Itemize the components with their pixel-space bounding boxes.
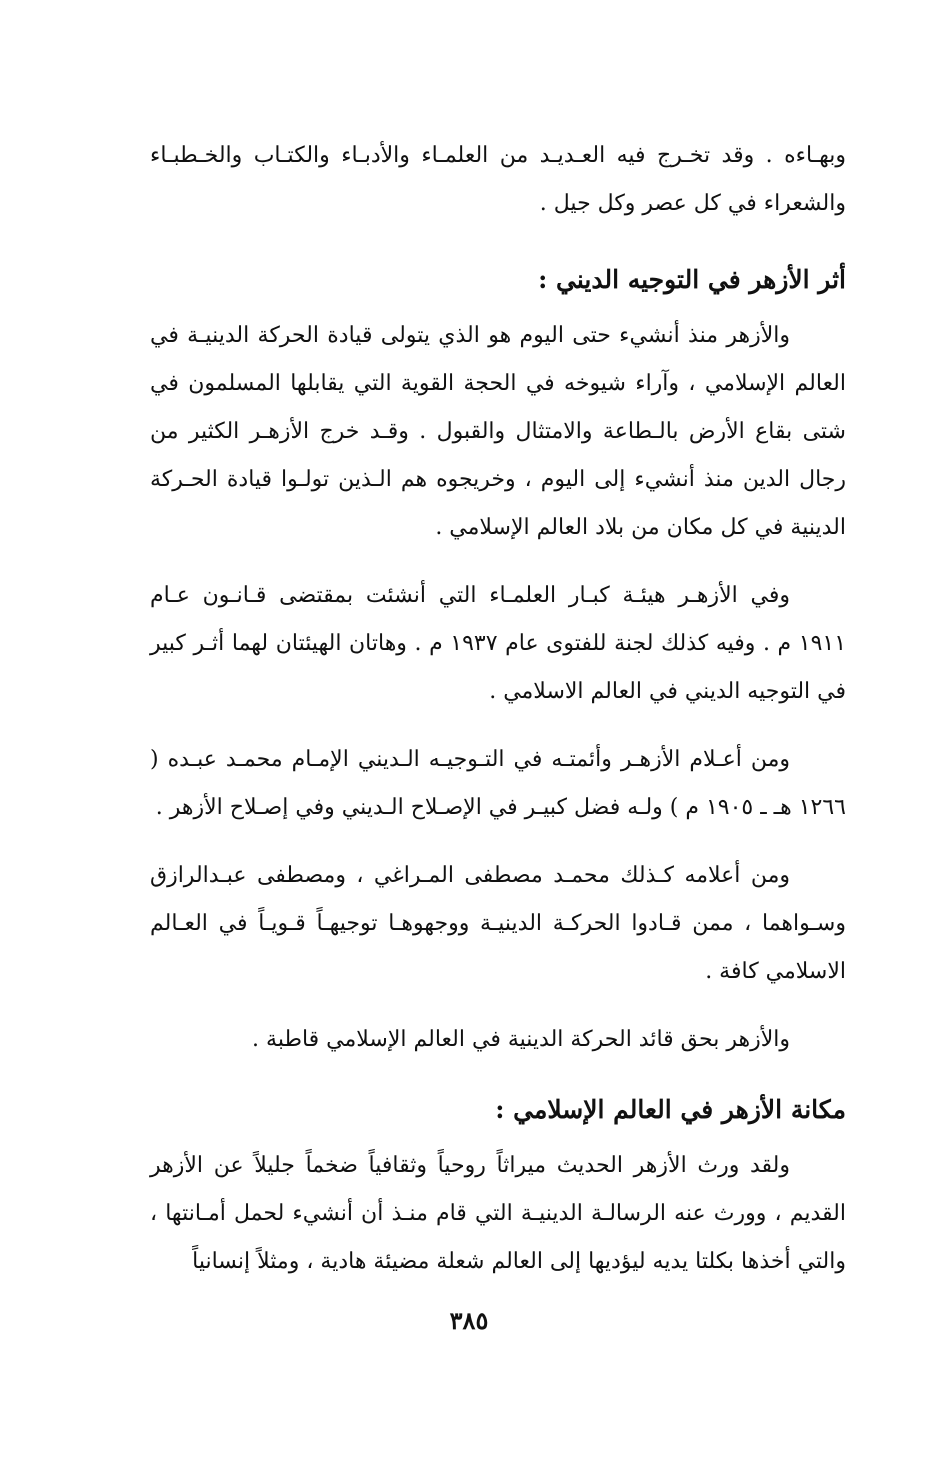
intro-paragraph: وبهـاءه . وقد تخـرج فيه العـديـد من العلمـاء والأدبـاء والكتـاب والخـطبـاء والشعراء في كل عصر وكل جيل . [150, 143, 846, 216]
spacer [150, 832, 846, 852]
spacer [150, 552, 846, 572]
page-body [150, 132, 846, 1286]
section1-paragraph-1: والأزهر منذ أنشيء حتى اليوم هو الذي يتولى قيادة الحركة الدينيـة في العالم الإسلامي ، وآراء شيوخه في الحجة القوية التي يقابلها المسلمون في شتى بقاع الأرض بالـطاعة والامتثال والقبول . وقـد خرج الأزهـر الكثير من رجال الدين منذ أنشيء إلى اليوم ، وخريجوه هم الـذين تولـوا قيادة الحـركة الدينية في كل مكان من بلاد العالم الإسلامي . [150, 323, 846, 540]
section1-paragraph-5: والأزهر بحق قائد الحركة الدينية في العالم الإسلامي قاطبة . [252, 1027, 790, 1052]
section1-paragraph-4: ومن أعلامه كـذلك محمـد مصطفى المـراغي ، ومصطفى عبـدالرازق وسـواهما ، ممن قـادوا الحركـة الدينيـة ووجهوهـا توجيهـاً قـويـاً في العـالم الاسلامي كافة . [150, 863, 846, 984]
section2-paragraph-1: ولقد ورث الأزهر الحديث ميراثاً روحياً وثقافياً ضخماً جليلاً عن الأزهر القديم ، وورث عنه الرسالـة الدينيـة التي قام منـذ أن أنشيء لحمل أمـانتها ، والتي أخذها بكلتا يديه ليؤديها إلى العالم شعلة مضيئة هادية ، ومثلاً إنسانياً [150, 1153, 846, 1274]
section1-paragraph-2: وفي الأزهـر هيئـة كبـار العلمـاء التي أنشئت بمقتضى قـانـون عـام ١٩١١ م . وفيه كذلك لجنة للفتوى عام ١٩٣٧ م . وهاتان الهيئتان لهما أثـر كبير في التوجيه الديني في العالم الاسلامي . [150, 583, 847, 704]
spacer [150, 228, 846, 254]
spacer [150, 716, 846, 736]
spacer [150, 1064, 846, 1084]
section1-paragraph-3: ومن أعـلام الأزهـر وأئمتـه في التـوجيـه الـديني الإمـام محمـد عبـده ( ١٢٦٦ هـ ـ ١٩٠٥ م ) ولـه فضل كبيـر في الإصـلاح الـديني وفي إصـلاح الأزهر . [150, 747, 846, 820]
section-heading-religious-guidance: أثر الأزهر في التوجيه الديني : [538, 265, 846, 294]
spacer [150, 996, 846, 1016]
section-heading-status: مكانة الأزهر في العالم الإسلامي : [495, 1095, 846, 1124]
page-number: ٣٨٥ [449, 1306, 489, 1335]
